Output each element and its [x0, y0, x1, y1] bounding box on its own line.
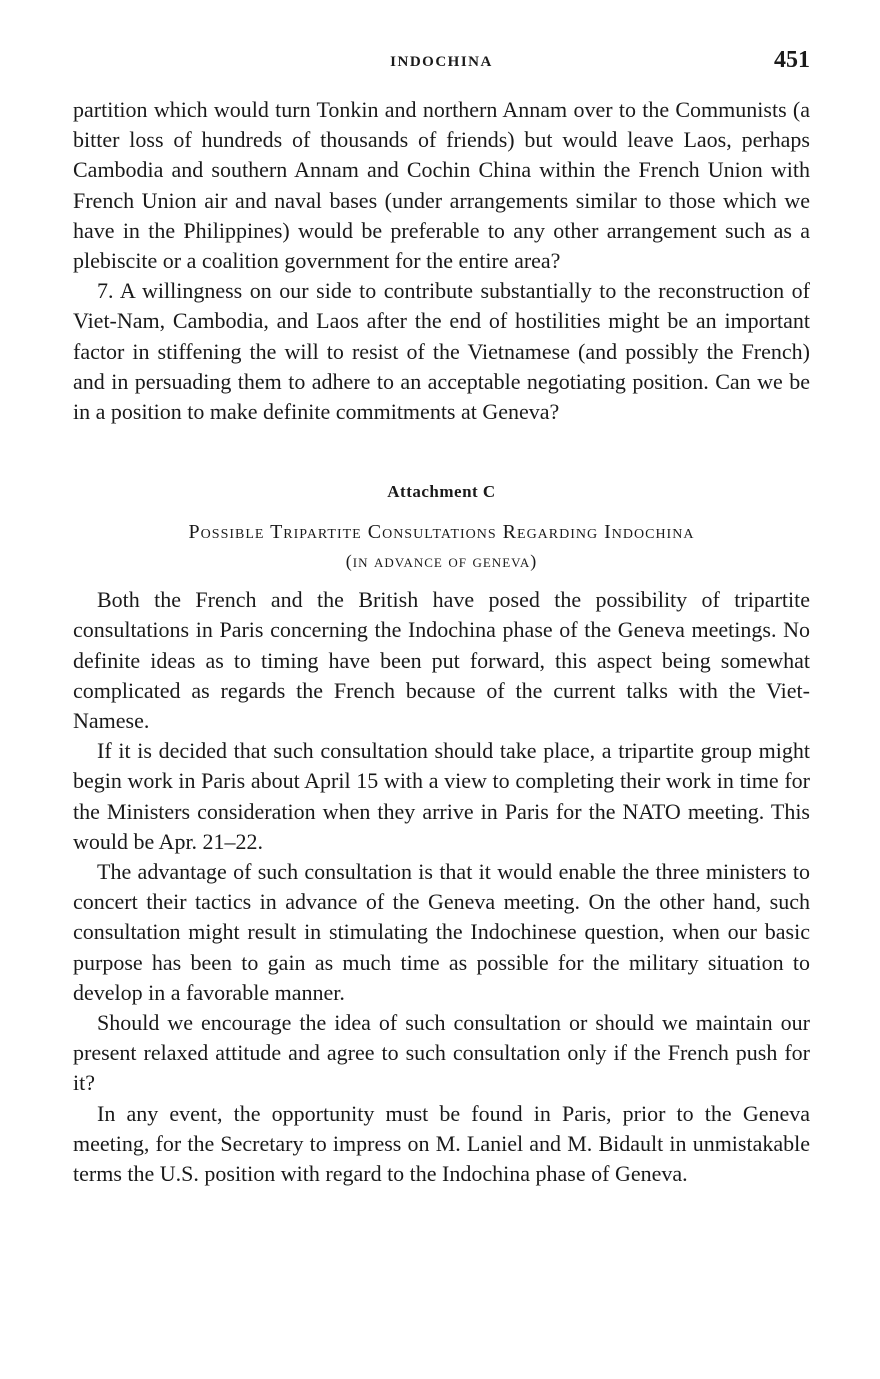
- paragraph-continued: partition which would turn Tonkin and northern Annam over to the Communists (a bitter loss of hundreds of thousands of friends) but would leave Laos, perhaps Cambodia and southern Annam and Cochin China within the French Union with French Union air and naval bases (under arrangements similar to those which we have in the Philippines) would be preferable to any other arrangement such as a plebiscite or a coalition government for the entire area?: [73, 97, 810, 274]
- page-number: 451: [774, 47, 810, 73]
- paragraph: The advantage of such consultation is that it would enable the three ministers to concert their tactics in advance of the Geneva meeting. On the other hand, such consultation might result in stimulating the Indochinese question, when our basic purpose has been to gain as much time as possible for the military situation to develop in a favorable manner.: [73, 859, 810, 1005]
- document-page: [73, 0, 810, 1189]
- paragraph: Both the French and the British have posed the possibility of tripartite consultations in Paris concerning the Indochina phase of the Geneva meetings. No definite ideas as to timing have been put forward, this aspect being somewhat complicated as regards the French because of the current talks with the Viet-Namese.: [73, 587, 810, 734]
- section-title: Possible Tripartite Consultations Regarding Indochina: [188, 521, 695, 544]
- section-subtitle: (in advance of geneva): [345, 551, 538, 572]
- paragraph-item-7: 7. A willingness on our side to contribute substantially to the reconstruction of Viet-Nam, Cambodia, and Laos after the end of hostilities might be an important factor in stiffening the will to resist of the Vietnamese (and possibly the French) and in persuading them to adhere to an acceptable negotiating position. Can we be in a position to make definite commitments at Geneva?: [73, 278, 810, 425]
- attachment-label: Attachment C: [387, 482, 496, 502]
- running-header: [73, 0, 810, 95]
- paragraph: In any event, the opportunity must be found in Paris, prior to the Geneva meeting, for the Secretary to impress on M. Laniel and M. Bidault in unmistakable terms the U.S. position with regard to the Indochina phase of Geneva.: [73, 1100, 810, 1187]
- running-title: INDOCHINA: [390, 54, 493, 70]
- paragraph: If it is decided that such consultation should take place, a tripartite group might begin work in Paris about April 15 with a view to completing their work in time for the Ministers consideration when they arrive in Paris for the NATO meeting. This would be Apr. 21–22.: [73, 738, 810, 854]
- paragraph: Should we encourage the idea of such consultation or should we maintain our present relaxed attitude and agree to such consultation only if the French push for it?: [73, 1010, 810, 1096]
